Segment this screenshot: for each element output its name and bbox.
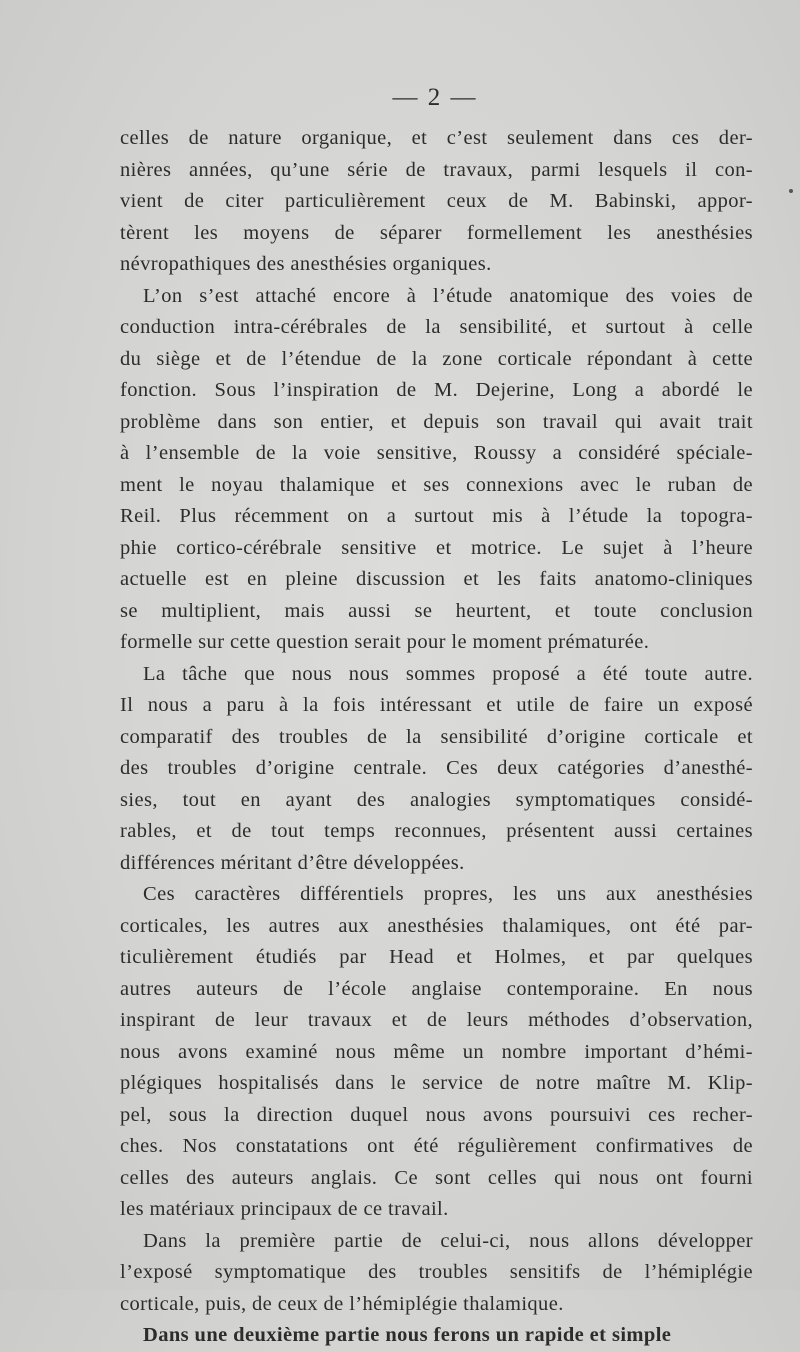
ink-speck <box>789 189 793 193</box>
text-line: ment le noyau thalamique et ses connexions avec le ruban de <box>120 473 753 496</box>
text-line: Reil. Plus récemment on a surtout mis à l’étude la topogra- <box>120 505 753 527</box>
text-line: actuelle est en pleine discussion et les faits anatomo-cliniques <box>120 568 753 590</box>
text-line: celles des auteurs anglais. Ce sont celles qui nous ont fourni <box>120 1166 753 1189</box>
text-line: comparatif des troubles de la sensibilité d’origine corticale et <box>120 725 753 748</box>
text-line: névropathiques des anesthésies organiques. <box>120 253 492 275</box>
text-line: à l’ensemble de la voie sensitive, Roussy a considéré spéciale- <box>120 442 753 464</box>
text-line: ches. Nos constatations ont été régulièrement confirmatives de <box>120 1135 753 1157</box>
text-line: corticales, les autres aux anesthésies thalamiques, ont été par- <box>120 914 753 937</box>
text-line: sies, tout en ayant des analogies symptomatiques considé- <box>120 788 753 811</box>
text-line: conduction intra-cérébrales de la sensibilité, et surtout à celle <box>120 316 753 338</box>
text-line: du siège et de l’étendue de la zone corticale répondant à cette <box>120 347 753 370</box>
text-line: celles de nature organique, et c’est seulement dans ces der- <box>120 127 753 149</box>
text-line: La tâche que nous nous sommes proposé a été toute autre. <box>143 662 753 685</box>
text-line: formelle sur cette question serait pour le moment prématurée. <box>120 631 650 653</box>
text-line: des troubles d’origine centrale. Ces deux catégories d’anesthé- <box>120 757 753 779</box>
text-line: fonction. Sous l’inspiration de M. Dejerine, Long a abordé le <box>120 379 753 401</box>
text-line: Ces caractères différentiels propres, les uns aux anesthésies <box>143 883 753 905</box>
text-line: nières années, qu’une série de travaux, parmi lesquels il con- <box>120 158 753 181</box>
text-line: plégiques hospitalisés dans le service de notre maître M. Klip- <box>120 1072 753 1094</box>
text-line: vient de citer particulièrement ceux de M. Babinski, appor- <box>120 190 753 212</box>
text-line: nous avons examiné nous même un nombre important d’hémi- <box>120 1040 753 1063</box>
page-number: — 2 — <box>392 84 478 111</box>
text-line: autres auteurs de l’école anglaise contemporaine. En nous <box>120 977 753 1000</box>
text-line: problème dans son entier, et depuis son travail qui avait trait <box>120 410 753 433</box>
text-line: Dans la première partie de celui-ci, nous allons développer <box>143 1229 753 1252</box>
text-line: Dans une deuxième partie nous ferons un rapide et simple <box>143 1324 672 1346</box>
text-line: phie cortico-cérébrale sensitive et motrice. Le sujet à l’heure <box>120 536 753 559</box>
text-line: L’on s’est attaché encore à l’étude anatomique des voies de <box>143 284 753 307</box>
text-line: rables, et de tout temps reconnues, présentent aussi certaines <box>120 820 753 842</box>
text-line: l’exposé symptomatique des troubles sensitifs de l’hémiplégie <box>120 1261 753 1283</box>
text-line: inspirant de leur travaux et de leurs méthodes d’observation, <box>120 1009 753 1031</box>
text-line: Il nous a paru à la fois intéressant et utile de faire un exposé <box>120 694 753 716</box>
text-line: les matériaux principaux de ce travail. <box>120 1198 449 1220</box>
text-line: ticulièrement étudiés par Head et Holmes, et par quelques <box>120 946 753 968</box>
text-line: corticale, puis, de ceux de l’hémiplégie thalamique. <box>120 1292 564 1315</box>
text-line: pel, sous la direction duquel nous avons poursuivi ces recher- <box>120 1103 753 1126</box>
text-line: se multiplient, mais aussi se heurtent, et toute conclusion <box>120 599 753 622</box>
body-text <box>120 123 753 1352</box>
text-line: différences méritant d’être développées. <box>120 851 465 874</box>
text-line: tèrent les moyens de séparer formellement les anesthésies <box>120 221 753 244</box>
